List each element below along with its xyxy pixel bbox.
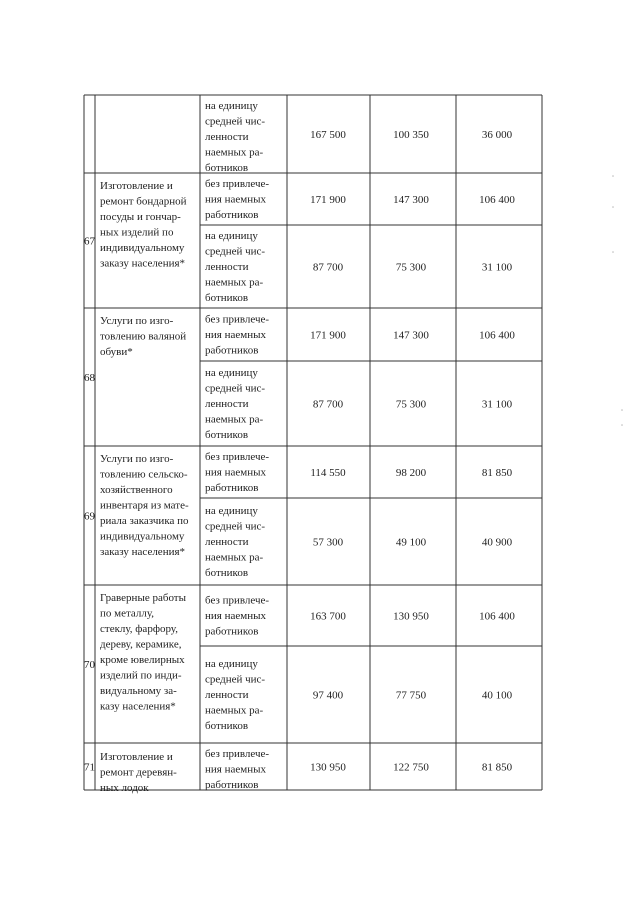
basis-text: наемных ра- <box>205 704 264 717</box>
basis-text: на единицу <box>205 366 258 379</box>
rate-value: 106 400 <box>479 329 515 342</box>
rate-value: 40 900 <box>481 536 513 549</box>
rate-value: 100 350 <box>393 129 429 141</box>
rate-value: 171 900 <box>310 329 346 342</box>
rate-value: 147 300 <box>393 329 429 342</box>
service-text: ных лодок <box>100 782 149 794</box>
row-number: 70 <box>84 659 95 671</box>
basis-text: ленности <box>205 131 249 143</box>
rate-value: 31 100 <box>481 398 513 411</box>
basis-text: работников <box>205 625 259 638</box>
basis-text: средней чис- <box>205 382 266 395</box>
service-text: Услуги по изго- <box>100 453 174 465</box>
service-text: стеклу, фарфору, <box>100 623 178 635</box>
service-text: ных изделий по <box>100 226 174 239</box>
rate-value: 97 400 <box>312 689 344 702</box>
row-number: 67 <box>84 235 95 248</box>
basis-text: работников <box>205 481 259 494</box>
service-text: казу населения* <box>100 700 176 713</box>
service-text: индивидуальному <box>100 242 185 254</box>
basis-text: ботников <box>205 162 249 174</box>
basis-text: работников <box>205 779 259 791</box>
basis-text: ния наемных <box>205 193 266 206</box>
service-text: по металлу, <box>100 607 155 620</box>
basis-text: без привлече- <box>205 177 270 190</box>
service-text: товлению сельско- <box>100 468 188 481</box>
service-text: ремонт бондарной <box>100 195 187 208</box>
basis-text: на единицу <box>205 100 258 112</box>
service-text: дереву, керамике, <box>100 638 182 651</box>
basis-text: без привлече- <box>205 313 270 326</box>
row-number: 69 <box>84 510 95 523</box>
rate-value: 106 400 <box>479 194 515 206</box>
rate-value: 122 750 <box>393 761 429 774</box>
rate-value: 163 700 <box>310 610 346 623</box>
rate-value: 114 550 <box>310 467 346 479</box>
service-text: заказу населения* <box>100 257 186 270</box>
basis-text: ботников <box>205 719 249 732</box>
rate-value: 81 850 <box>481 467 513 479</box>
rate-value: 98 200 <box>395 467 427 479</box>
service-text: инвентаря из мате- <box>100 499 189 512</box>
basis-text: ния наемных <box>205 328 266 341</box>
service-text: индивидуальному <box>100 530 185 543</box>
basis-text: средней чис- <box>205 520 266 533</box>
rate-value: 87 700 <box>312 261 344 274</box>
basis-text: ленности <box>205 397 249 410</box>
row-number: 68 <box>84 372 95 384</box>
basis-text: ния наемных <box>205 763 266 776</box>
basis-text: ленности <box>205 688 249 701</box>
service-text: изделий по инди- <box>100 669 182 682</box>
service-text: видуальному за- <box>100 685 177 697</box>
service-text: Изготовление и <box>100 180 173 192</box>
service-text: посуды и гончар- <box>100 211 181 223</box>
scan-specks <box>612 175 623 426</box>
rate-value: 106 400 <box>479 610 515 623</box>
service-text: обуви* <box>100 346 133 358</box>
rate-value: 40 100 <box>481 689 513 702</box>
basis-text: ленности <box>205 260 249 273</box>
rate-value: 75 300 <box>395 261 427 274</box>
service-text: ремонт деревян- <box>100 766 177 779</box>
basis-text: работников <box>205 344 259 357</box>
basis-text: наемных ра- <box>205 276 264 289</box>
rate-value: 75 300 <box>395 398 427 411</box>
basis-text: наемных ра- <box>205 146 264 159</box>
basis-text: на единицу <box>205 229 258 242</box>
rate-value: 130 950 <box>310 761 346 774</box>
rate-value: 81 850 <box>481 761 513 774</box>
basis-text: ботников <box>205 566 249 579</box>
service-text: заказу населения* <box>100 546 186 558</box>
rate-value: 167 500 <box>310 129 346 141</box>
service-text: Изготовление и <box>100 751 173 763</box>
row-number: 71 <box>84 761 95 774</box>
rate-value: 171 900 <box>310 194 346 206</box>
basis-text: без привлече- <box>205 594 270 607</box>
basis-text: без привлече- <box>205 748 270 760</box>
service-text: риала заказчика по <box>100 515 189 527</box>
basis-text: на единицу <box>205 504 258 517</box>
rate-value: 49 100 <box>395 536 427 549</box>
basis-text: на единицу <box>205 657 258 670</box>
rate-value: 57 300 <box>312 536 344 549</box>
basis-text: средней чис- <box>205 115 266 128</box>
basis-text: ленности <box>205 535 249 548</box>
service-text: кроме ювелирных <box>100 654 185 666</box>
basis-text: наемных ра- <box>205 551 264 564</box>
table-body <box>84 100 515 794</box>
basis-text: ния наемных <box>205 609 266 622</box>
rate-value: 36 000 <box>481 129 513 141</box>
basis-text: наемных ра- <box>205 413 264 426</box>
basis-text: ботников <box>205 428 249 441</box>
basis-text: средней чис- <box>205 245 266 258</box>
service-text: Услуги по изго- <box>100 315 174 327</box>
basis-text: средней чис- <box>205 673 266 686</box>
basis-text: без привлече- <box>205 450 270 463</box>
basis-text: ботников <box>205 291 249 304</box>
basis-text: работников <box>205 208 259 221</box>
service-text: хозяйственного <box>100 484 173 496</box>
rate-value: 87 700 <box>312 398 344 411</box>
rate-value: 147 300 <box>393 194 429 206</box>
service-text: товлению валяной <box>100 330 187 343</box>
rate-value: 77 750 <box>395 689 427 702</box>
service-text: Граверные работы <box>100 592 187 604</box>
basis-text: ния наемных <box>205 466 266 479</box>
rate-value: 31 100 <box>481 261 513 274</box>
rate-value: 130 950 <box>393 610 429 623</box>
